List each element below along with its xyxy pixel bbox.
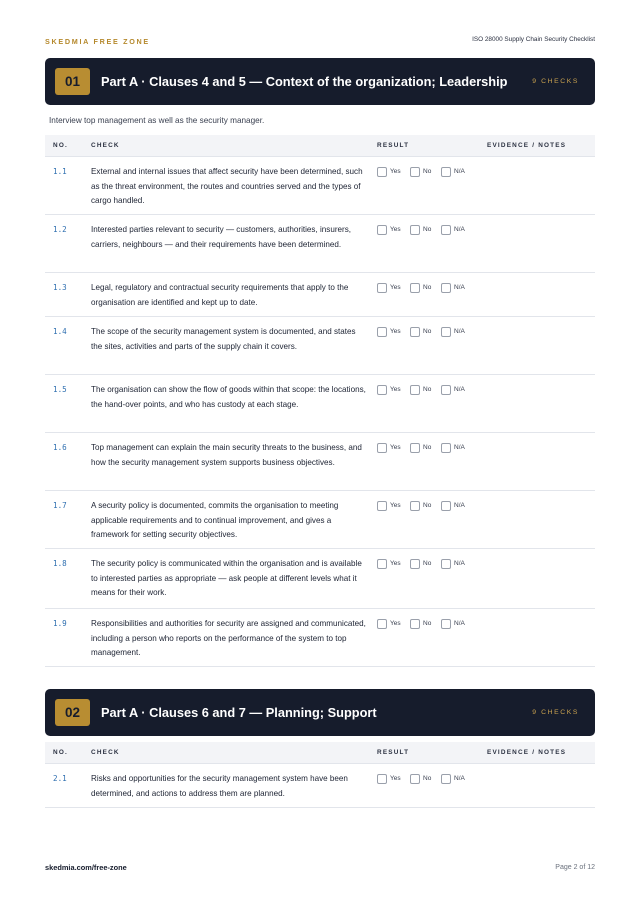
yes-label: Yes [390, 444, 401, 451]
checklist-row [45, 273, 595, 317]
no-checkbox[interactable] [410, 385, 420, 395]
yes-checkbox[interactable] [377, 501, 387, 511]
no-checkbox[interactable] [410, 774, 420, 784]
section-check-count: 9 CHECKS [532, 709, 579, 716]
na-label: N/A [454, 502, 465, 509]
no-checkbox[interactable] [410, 327, 420, 337]
yes-checkbox[interactable] [377, 619, 387, 629]
checklist-row [45, 433, 595, 491]
column-check: CHECK [91, 142, 120, 149]
checklist-row [45, 317, 595, 375]
document-title: ISO 28000 Supply Chain Security Checklist [472, 36, 595, 43]
yes-checkbox[interactable] [377, 327, 387, 337]
yes-label: Yes [390, 620, 401, 627]
na-checkbox[interactable] [441, 327, 451, 337]
check-text: Legal, regulatory and contractual security requirements that apply to the organisation are identified and kept up to date. [91, 283, 349, 307]
check-number: 1.7 [53, 501, 67, 510]
check-number: 2.1 [53, 774, 67, 783]
footer-site: skedmia.com/free-zone [45, 863, 127, 872]
column-header-row [45, 135, 595, 157]
section-check-count: 9 CHECKS [532, 78, 579, 85]
check-text: The scope of the security management system is documented, and states the sites, activities and parts of the supply chain it covers. [91, 327, 356, 351]
check-number: 1.5 [53, 385, 67, 394]
na-checkbox[interactable] [441, 559, 451, 569]
no-checkbox[interactable] [410, 501, 420, 511]
na-label: N/A [454, 386, 465, 393]
no-checkbox[interactable] [410, 619, 420, 629]
na-label: N/A [454, 444, 465, 451]
yes-label: Yes [390, 560, 401, 567]
yes-checkbox[interactable] [377, 283, 387, 293]
check-number: 1.1 [53, 167, 67, 176]
section-header-02 [45, 689, 595, 736]
column-header-row [45, 742, 595, 764]
check-number: 1.8 [53, 559, 67, 568]
column-check: CHECK [91, 749, 120, 756]
yes-checkbox[interactable] [377, 443, 387, 453]
na-label: N/A [454, 168, 465, 175]
no-label: No [423, 560, 432, 567]
na-checkbox[interactable] [441, 619, 451, 629]
yes-label: Yes [390, 328, 401, 335]
no-checkbox[interactable] [410, 443, 420, 453]
na-label: N/A [454, 620, 465, 627]
na-checkbox[interactable] [441, 167, 451, 177]
check-number: 1.3 [53, 283, 67, 292]
no-label: No [423, 168, 432, 175]
brand-name: SKEDMIA FREE ZONE [45, 37, 150, 46]
na-checkbox[interactable] [441, 443, 451, 453]
na-checkbox[interactable] [441, 283, 451, 293]
no-label: No [423, 444, 432, 451]
column-result: RESULT [377, 749, 410, 756]
na-label: N/A [454, 284, 465, 291]
checklist-row [45, 609, 595, 667]
no-checkbox[interactable] [410, 225, 420, 235]
yes-checkbox[interactable] [377, 385, 387, 395]
column-evidence: EVIDENCE / NOTES [487, 749, 567, 756]
checklist-row [45, 549, 595, 609]
section-title: Part A · Clauses 4 and 5 — Context of the organization; Leadership [101, 74, 508, 89]
checklist-row [45, 764, 595, 808]
checklist-row [45, 375, 595, 433]
page-header [45, 36, 595, 48]
yes-checkbox[interactable] [377, 559, 387, 569]
check-text: A security policy is documented, commits the organisation to meeting applicable requirements and to continual improvement, and gives a framework for setting security objectives. [91, 501, 339, 539]
no-label: No [423, 284, 432, 291]
check-number: 1.4 [53, 327, 67, 336]
yes-label: Yes [390, 284, 401, 291]
check-text: Interested parties relevant to security — customers, authorities, insurers, carriers, neighbours — and their requirements have been determined. [91, 225, 352, 249]
yes-label: Yes [390, 502, 401, 509]
check-text: The security policy is communicated within the organisation and is available to interested parties as appropriate — ask people at different levels what it means for their work. [91, 559, 362, 597]
section-intro: Interview top management as well as the security manager. [49, 116, 265, 125]
yes-label: Yes [390, 226, 401, 233]
check-text: External and internal issues that affect security have been determined, such as the threat environment, the routes and countries served and the types of cargo handled. [91, 167, 363, 205]
check-number: 1.9 [53, 619, 67, 628]
yes-label: Yes [390, 775, 401, 782]
checklist-row [45, 215, 595, 273]
yes-checkbox[interactable] [377, 225, 387, 235]
check-text: Top management can explain the main security threats to the business, and how the security management system supports business objectives. [91, 443, 362, 467]
no-label: No [423, 502, 432, 509]
no-checkbox[interactable] [410, 283, 420, 293]
na-checkbox[interactable] [441, 774, 451, 784]
yes-label: Yes [390, 168, 401, 175]
check-text: Responsibilities and authorities for security are assigned and communicated, including a person who reports on the performance of the system to top management. [91, 619, 366, 657]
na-label: N/A [454, 226, 465, 233]
yes-checkbox[interactable] [377, 167, 387, 177]
column-result: RESULT [377, 142, 410, 149]
column-no: NO. [53, 749, 68, 756]
no-label: No [423, 620, 432, 627]
check-text: The organisation can show the flow of goods within that scope: the locations, the hand-over points, and who has custody at each stage. [91, 385, 366, 409]
checklist-row [45, 157, 595, 215]
na-label: N/A [454, 775, 465, 782]
no-label: No [423, 328, 432, 335]
footer-page-number: Page 2 of 12 [555, 864, 595, 871]
check-number: 1.6 [53, 443, 67, 452]
yes-checkbox[interactable] [377, 774, 387, 784]
no-checkbox[interactable] [410, 167, 420, 177]
section-title: Part A · Clauses 6 and 7 — Planning; Support [101, 705, 377, 720]
column-no: NO. [53, 142, 68, 149]
section-number: 02 [55, 699, 90, 726]
na-checkbox[interactable] [441, 501, 451, 511]
na-label: N/A [454, 328, 465, 335]
no-label: No [423, 226, 432, 233]
checklist-row [45, 491, 595, 549]
no-label: No [423, 775, 432, 782]
section-header-01 [45, 58, 595, 105]
check-number: 1.2 [53, 225, 67, 234]
yes-label: Yes [390, 386, 401, 393]
no-checkbox[interactable] [410, 559, 420, 569]
column-evidence: EVIDENCE / NOTES [487, 142, 567, 149]
section-number: 01 [55, 68, 90, 95]
check-text: Risks and opportunities for the security management system have been determined, and actions to address them are planned. [91, 774, 348, 798]
na-label: N/A [454, 560, 465, 567]
na-checkbox[interactable] [441, 385, 451, 395]
no-label: No [423, 386, 432, 393]
na-checkbox[interactable] [441, 225, 451, 235]
